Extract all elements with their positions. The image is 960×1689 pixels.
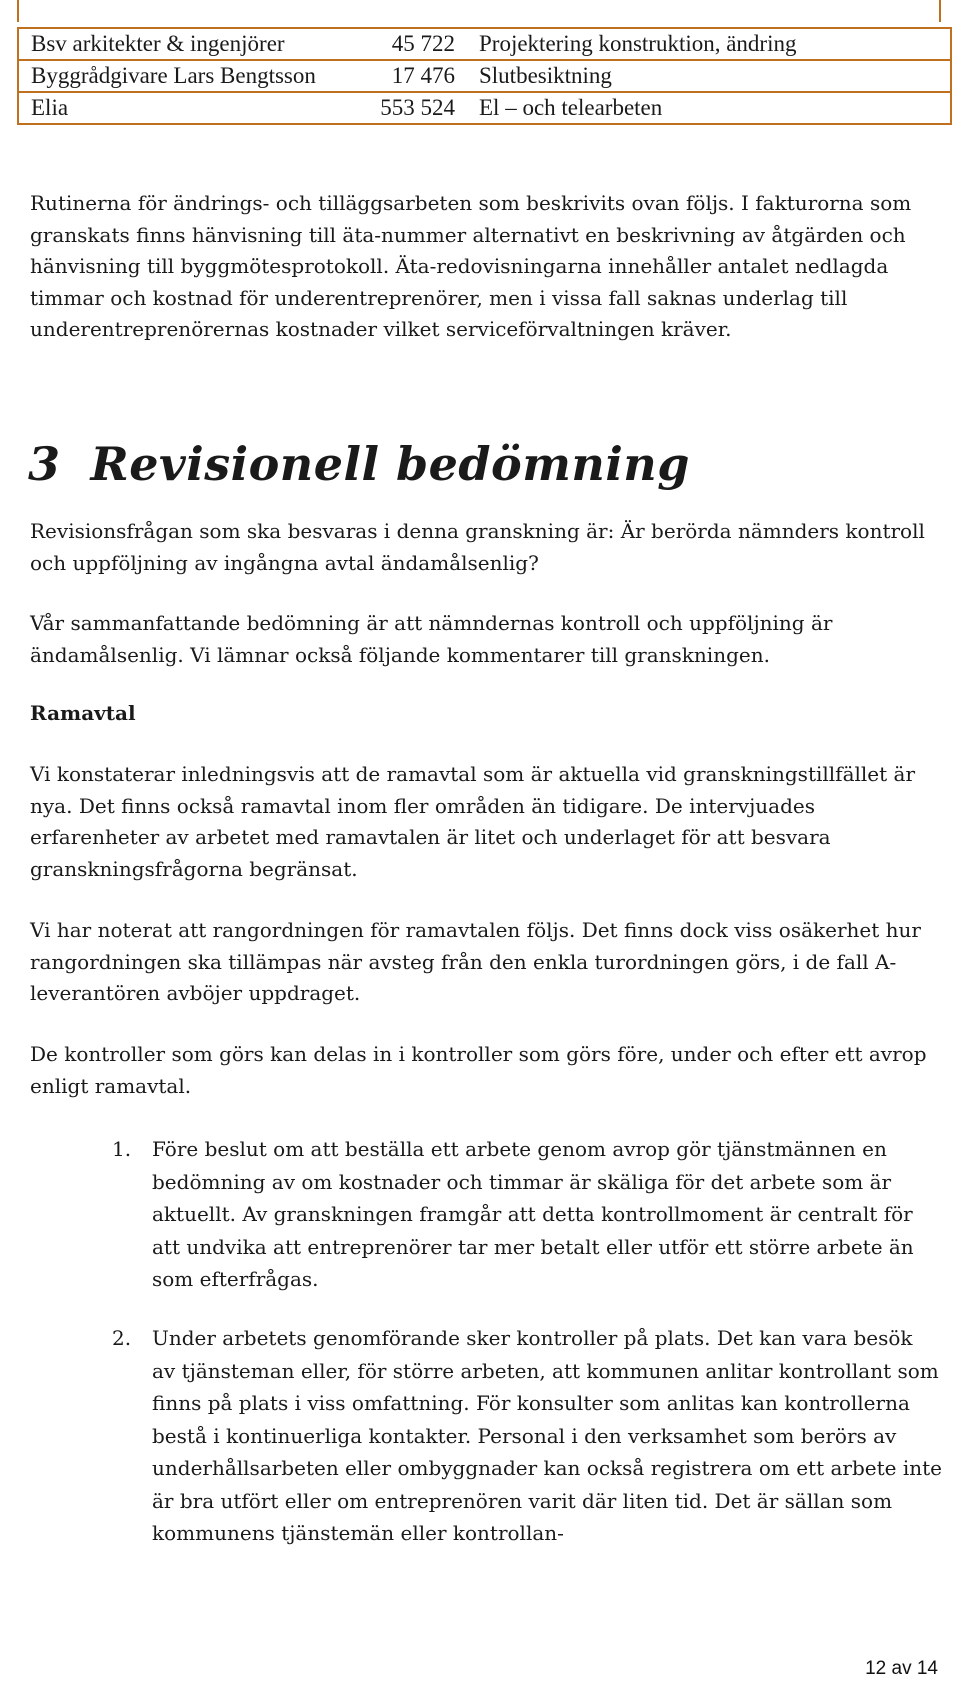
subsection-paragraph: Vi konstaterar inledningsvis att de ramavtal som är aktuella vid granskningstillfället är nya. Det finns också ramavtal inom fler områden än tidigare. De intervjuades erfarenheter av arbetet med ramavtalen är litet och underlaget för att besvara granskningsfrågorna begränsat. — [30, 762, 916, 881]
table-cell-name: Bsv arkitekter & ingenjörer — [18, 28, 333, 60]
table-cell-amount: 45 722 — [333, 28, 467, 60]
list-number: 1. — [112, 1137, 132, 1161]
list-number: 2. — [112, 1326, 132, 1350]
table-row — [18, 92, 951, 124]
table-cell-amount: 17 476 — [333, 60, 467, 92]
section-number: 3 — [28, 437, 61, 491]
section-paragraph: Vår sammanfattande bedömning är att nämndernas kontroll och uppföljning är ändamålsenlig. Vi lämnar också följande kommentarer till granskningen. — [30, 611, 833, 667]
table-row — [18, 60, 951, 92]
intro-paragraph: Rutinerna för ändrings- och tilläggsarbeten som beskrivits ovan följs. I fakturorna som granskats finns hänvisning till äta-nummer alternativt en beskrivning av åtgärden och hänvisning till byggmötesprotokoll. Äta-redovisningarna innehåller antalet nedlagda timmar och kostnad för underentreprenörer, men i vissa fall saknas underlag till underentreprenörernas kostnader vilket serviceförvaltningen kräver. — [30, 191, 912, 341]
page-number: 12 av 14 — [865, 1658, 938, 1679]
table-cell-amount: 553 524 — [333, 92, 467, 124]
table-cell-name: Byggrådgivare Lars Bengtsson — [18, 60, 333, 92]
list-text: Före beslut om att beställa ett arbete genom avrop gör tjänstmännen en bedömning av om kostnader och timmar är skäliga för det arbete som är aktuellt. Av granskningen framgår att detta kontrollmoment är centralt för att undvika att entreprenörer tar mer betalt eller utför ett större arbete än som efterfrågas. — [152, 1137, 914, 1291]
table-row — [18, 28, 951, 60]
table-cell-description: Slutbesiktning — [467, 60, 951, 92]
section-title: Revisionell bedömning — [90, 437, 690, 491]
table-frame-mark-left — [17, 0, 19, 22]
list-text: Under arbetets genomförande sker kontroller på plats. Det kan vara besök av tjänsteman eller, för större arbeten, att kommunen anlitar kontrollant som finns på plats i viss omfattning. För konsulter som anlitas kan kontrollerna bestå i kontinuerliga kontakter. Personal i den verksamhet som berörs av underhållsarbeten eller ombyggnader kan också registrera om ett arbete inte är bra utfört eller om entreprenören varit där liten tid. Det är sällan som kommunens tjänstemän eller kontrollan- — [152, 1326, 942, 1545]
subsection-paragraph: Vi har noterat att rangordningen för ramavtalen följs. Det finns dock viss osäkerhet hur rangordningen ska tillämpas när avsteg från den enkla turordningen görs, i de fall A-leverantören avböjer uppdraget. — [30, 918, 921, 1005]
table-cell-name: Elia — [18, 92, 333, 124]
subsection-paragraph: De kontroller som görs kan delas in i kontroller som görs före, under och efter ett avrop enligt ramavtal. — [30, 1042, 927, 1098]
table-frame-mark-right — [939, 0, 941, 22]
subsection-title: Ramavtal — [30, 701, 136, 725]
section-heading — [28, 434, 690, 494]
cost-table — [17, 27, 952, 125]
table-cell-description: Projektering konstruktion, ändring — [467, 28, 951, 60]
section-paragraph: Revisionsfrågan som ska besvaras i denna granskning är: Är berörda nämnders kontroll och uppföljning av ingångna avtal ändamålsenlig? — [30, 519, 925, 575]
table-cell-description: El – och telearbeten — [467, 92, 951, 124]
